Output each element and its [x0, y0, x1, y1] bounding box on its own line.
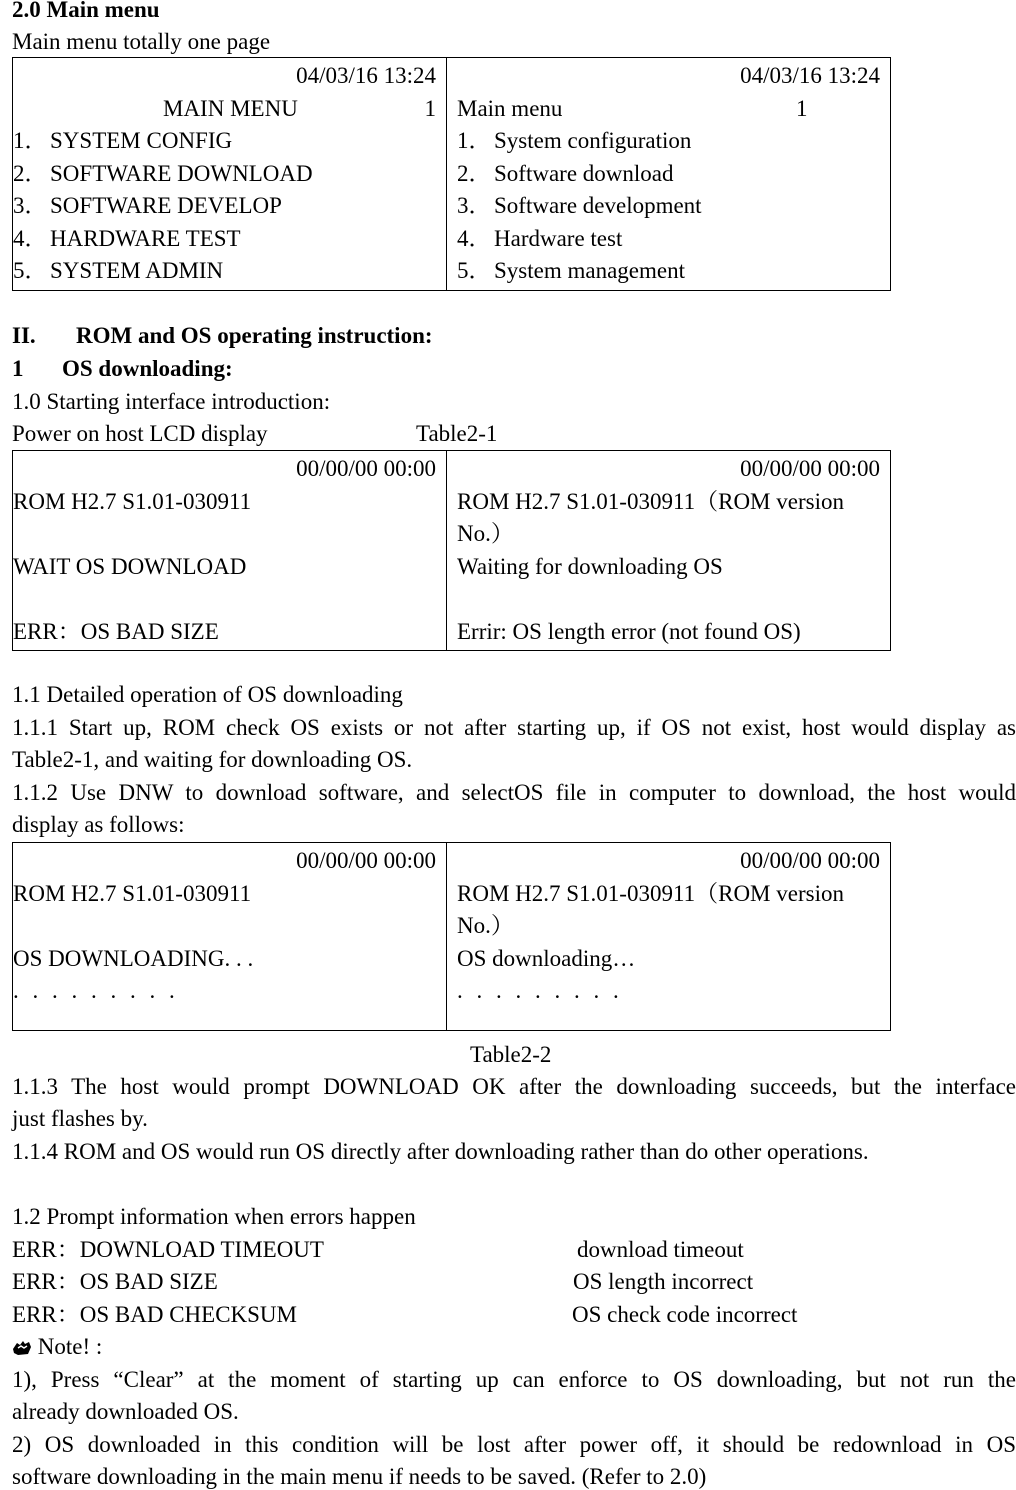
note-label-line — [12, 1334, 102, 1360]
menu-item: 5． System management — [457, 258, 685, 283]
error-message: Errir: OS length error (not found OS) — [457, 618, 801, 644]
note-1-line1: 1), Press “Clear” at the moment of starting up can enforce to OS downloading, but not run the — [12, 1367, 1016, 1392]
table-2-2 — [12, 842, 891, 1031]
paragraph-113-line1: 1.1.3 The host would prompt DOWNLOAD OK after the downloading succeeds, but the interface — [12, 1074, 1016, 1099]
paragraph-113-line2: just flashes by. — [12, 1106, 148, 1131]
table-2-1 — [12, 450, 891, 651]
section-heading-os-downloading: 1 OS downloading: — [12, 356, 233, 381]
power-on-text: Power on host LCD display — [12, 421, 268, 446]
rom-version: ROM H2.7 S1.01-030911（ROM version No.） — [457, 880, 844, 938]
note-2-line2: software downloading in the main menu if needs to be saved. (Refer to 2.0) — [12, 1464, 707, 1489]
error-row — [12, 1302, 1016, 1328]
lcd-right — [447, 451, 891, 651]
menu-item: 3． SOFTWARE DEVELOP — [13, 193, 282, 218]
timestamp: 00/00/00 00:00 — [740, 848, 880, 873]
paragraph-114: 1.1.4 ROM and OS would run OS directly after downloading rather than do other operations. — [12, 1139, 869, 1164]
paragraph-112-line2: display as follows: — [12, 812, 185, 837]
timestamp: 04/03/16 13:24 — [740, 63, 880, 88]
note-2-line1: 2) OS downloaded in this condition will be lost after power off, it should be redownload in OS — [12, 1432, 1016, 1457]
menu-item: 4． HARDWARE TEST — [13, 225, 241, 251]
note-1-line2: already downloaded OS. — [12, 1399, 239, 1424]
lcd-right — [447, 843, 891, 1031]
rom-version: ROM H2.7 S1.01-030911 — [13, 880, 252, 906]
paragraph-111-line1: 1.1.1 Start up, ROM check OS exists or not after starting up, if OS not exist, host would display as — [12, 715, 1016, 740]
menu-item: 3． Software development — [457, 193, 702, 218]
note-label: Note! : — [37, 1334, 103, 1359]
section-heading-main-menu: 2.0 Main menu — [12, 0, 160, 22]
menu-title: Main menu — [457, 95, 563, 121]
timestamp: 00/00/00 00:00 — [740, 456, 880, 481]
menu-item: 2． Software download — [457, 160, 674, 186]
main-menu-lcd-left — [13, 58, 447, 291]
timestamp: 04/03/16 13:24 — [296, 63, 436, 88]
progress-dots: . . . . . . . . . — [13, 978, 179, 1003]
error-code: ERR：OS BAD SIZE — [12, 1269, 218, 1294]
error-code: ERR：DOWNLOAD TIMEOUT — [12, 1237, 324, 1262]
main-menu-table — [12, 57, 891, 291]
errors-heading: 1.2 Prompt information when errors happen — [12, 1204, 416, 1229]
wait-message: WAIT OS DOWNLOAD — [13, 553, 247, 579]
detailed-operation-heading: 1.1 Detailed operation of OS downloading — [12, 682, 403, 707]
menu-title: MAIN MENU — [163, 95, 298, 121]
wait-message: Waiting for downloading OS — [457, 553, 723, 579]
menu-page-number: 1 — [796, 95, 808, 121]
main-menu-lcd-right — [447, 58, 891, 291]
error-meaning: download timeout — [577, 1237, 744, 1262]
error-meaning: OS check code incorrect — [572, 1302, 798, 1327]
paragraph-111-line2: Table2-1, and waiting for downloading OS. — [12, 747, 413, 772]
lcd-left — [13, 843, 447, 1031]
table-label: Table2-1 — [416, 421, 498, 446]
lcd-left — [13, 451, 447, 651]
progress-dots: . . . . . . . . . — [457, 978, 623, 1003]
power-on-line — [12, 421, 498, 447]
rom-version: ROM H2.7 S1.01-030911 — [13, 488, 252, 514]
error-meaning: OS length incorrect — [573, 1269, 754, 1294]
table-caption: Table2-2 — [470, 1042, 552, 1067]
timestamp: 00/00/00 00:00 — [296, 848, 436, 873]
error-row — [12, 1237, 1016, 1263]
downloading-message: OS DOWNLOADING. . . — [13, 945, 254, 971]
main-menu-intro: Main menu totally one page — [12, 29, 271, 54]
menu-item: 1． SYSTEM CONFIG — [13, 128, 233, 153]
menu-item: 5． SYSTEM ADMIN — [13, 258, 224, 283]
error-row — [12, 1269, 1016, 1295]
menu-item: 4． Hardware test — [457, 225, 623, 251]
note-hand-icon — [12, 1336, 32, 1352]
error-code: ERR：OS BAD CHECKSUM — [12, 1302, 297, 1327]
starting-interface-heading: 1.0 Starting interface introduction: — [12, 389, 331, 414]
menu-item: 2． SOFTWARE DOWNLOAD — [13, 160, 313, 186]
timestamp: 00/00/00 00:00 — [296, 456, 436, 481]
paragraph-112-line1: 1.1.2 Use DNW to download software, and selectOS file in computer to download, the host would — [12, 780, 1016, 805]
menu-item: 1． System configuration — [457, 128, 692, 153]
section-heading-rom-os: II. ROM and OS operating instruction: — [12, 323, 433, 348]
error-message: ERR：OS BAD SIZE — [13, 618, 219, 644]
downloading-message: OS downloading… — [457, 945, 636, 971]
menu-page-number: 1 — [424, 95, 436, 121]
rom-version: ROM H2.7 S1.01-030911（ROM version No.） — [457, 488, 844, 546]
